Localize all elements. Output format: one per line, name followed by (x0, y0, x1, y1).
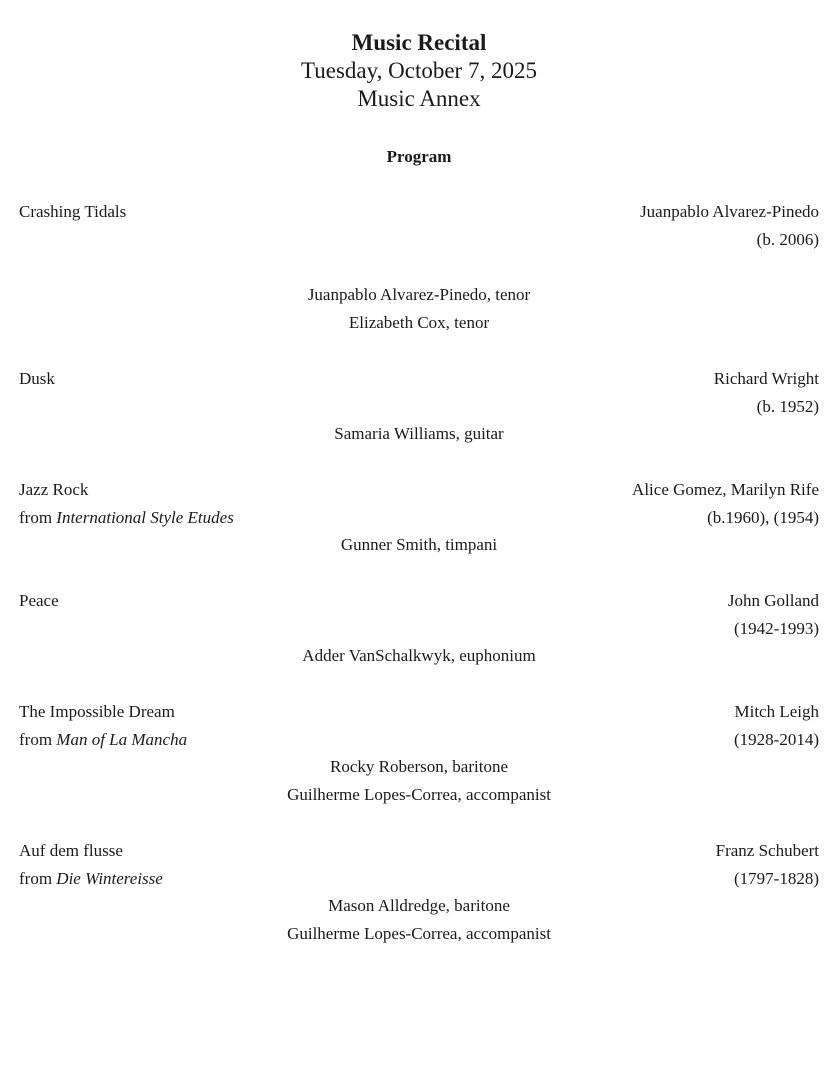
performer: Gunner Smith, timpani (340, 535, 498, 554)
recital-venue: Music Annex (357, 86, 481, 111)
piece-info (19, 837, 163, 893)
composer-name: Alice Gomez, Marilyn Rife (632, 480, 819, 499)
composer-dates: (1928-2014) (734, 730, 819, 749)
performers (19, 420, 819, 448)
performer: Mason Alldredge, baritone (328, 896, 510, 915)
from-prefix: from (19, 730, 57, 749)
performer: Juanpablo Alvarez-Pinedo, tenor (307, 285, 531, 304)
composer-info (716, 837, 819, 893)
composer-name: John Golland (727, 591, 819, 610)
composer-dates: (1942-1993) (734, 619, 819, 638)
performer: Samaria Williams, guitar (334, 424, 504, 443)
piece-source (19, 504, 234, 532)
piece-info (19, 198, 126, 226)
recital-title: Music Recital (351, 30, 487, 55)
performers (19, 642, 819, 670)
performer: Rocky Roberson, baritone (330, 757, 508, 776)
composer-name: Mitch Leigh (734, 702, 819, 721)
recital-date: Tuesday, October 7, 2025 (301, 58, 537, 83)
piece-info (19, 476, 234, 532)
performer: Guilherme Lopes-Correa, accompanist (287, 924, 551, 943)
composer-info (728, 587, 819, 643)
performers (19, 531, 819, 559)
composer-dates: (b. 1952) (756, 397, 819, 416)
composer-dates: (1797-1828) (734, 869, 819, 888)
composer-name: Richard Wright (713, 369, 819, 388)
composer-info (714, 365, 819, 421)
composer-name: Juanpablo Alvarez-Pinedo (640, 202, 819, 221)
source-work: International Style Etudes (56, 508, 234, 527)
performer: Guilherme Lopes-Correa, accompanist (287, 785, 551, 804)
composer-info (640, 198, 819, 254)
performer: Elizabeth Cox, tenor (348, 313, 490, 332)
piece-title: The Impossible Dream (19, 702, 175, 721)
piece-title: Dusk (19, 369, 55, 388)
piece-title: Jazz Rock (19, 480, 89, 499)
composer-info (734, 698, 819, 754)
composer-info (632, 476, 819, 532)
piece-source (19, 726, 187, 754)
source-work: Die Wintereisse (56, 869, 163, 888)
piece-title: Auf dem flusse (19, 841, 123, 860)
source-work: Man of La Mancha (56, 730, 188, 749)
from-prefix: from (19, 508, 57, 527)
composer-dates: (b. 2006) (756, 230, 819, 249)
piece-info (19, 698, 187, 754)
performer: Adder VanSchalkwyk, euphonium (302, 646, 536, 665)
piece-source (19, 865, 163, 893)
from-prefix: from (19, 869, 57, 888)
piece-info (19, 365, 55, 393)
performers (19, 281, 819, 337)
performers (19, 753, 819, 809)
composer-dates: (b.1960), (1954) (707, 508, 819, 527)
piece-title: Crashing Tidals (19, 202, 127, 221)
composer-name: Franz Schubert (715, 841, 819, 860)
piece-title: Peace (19, 591, 59, 610)
program-heading: Program (386, 147, 452, 166)
performers (19, 892, 819, 948)
piece-info (19, 587, 59, 615)
